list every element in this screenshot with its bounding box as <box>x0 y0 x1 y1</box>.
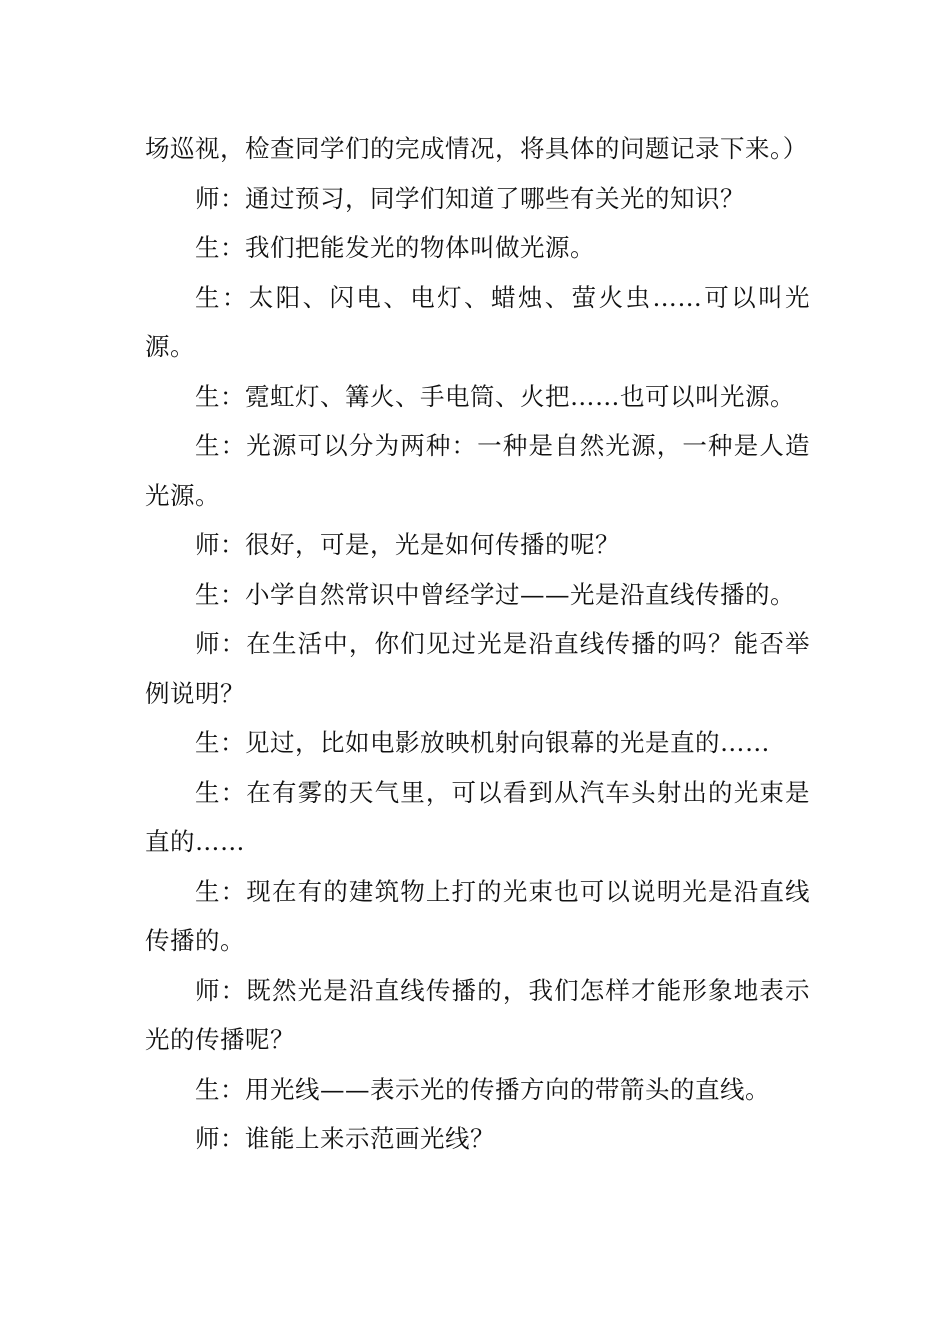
paragraph-student: 生：见过，比如电影放映机射向银幕的光是直的…… <box>195 728 770 757</box>
paragraph-student: 生：霓虹灯、篝火、手电筒、火把……也可以叫光源。 <box>195 381 795 411</box>
paragraph-student: 生：在有雾的天气里，可以看到从汽车头射出的光束是直的…… <box>145 777 810 856</box>
paragraph-teacher: 师：在生活中，你们见过光是沿直线传播的吗？能否举例说明？ <box>145 629 810 708</box>
paragraph-teacher: 师：通过预习，同学们知道了哪些有关光的知识？ <box>195 183 745 213</box>
paragraph-student: 生：用光线——表示光的传播方向的带箭头的直线。 <box>195 1074 770 1104</box>
paragraph-teacher: 师：既然光是沿直线传播的，我们怎样才能形象地表示光的传播呢？ <box>145 975 810 1054</box>
paragraph-student: 生：太阳、闪电、电灯、蜡烛、萤火虫……可以叫光源。 <box>145 282 810 361</box>
paragraph-student: 生：我们把能发光的物体叫做光源。 <box>195 233 595 262</box>
document-body <box>145 124 810 1164</box>
paragraph-teacher: 师：谁能上来示范画光线？ <box>195 1124 495 1153</box>
paragraph-student: 生：小学自然常识中曾经学过——光是沿直线传播的。 <box>195 579 795 609</box>
paragraph-continuation: 场巡视，检查同学们的完成情况，将具体的问题记录下来。） <box>145 134 808 163</box>
paragraph-teacher: 师：很好，可是，光是如何传播的呢？ <box>195 530 620 559</box>
paragraph-student: 生：光源可以分为两种：一种是自然光源，一种是人造光源。 <box>145 431 810 510</box>
paragraph-student: 生：现在有的建筑物上打的光束也可以说明光是沿直线传播的。 <box>145 876 810 955</box>
